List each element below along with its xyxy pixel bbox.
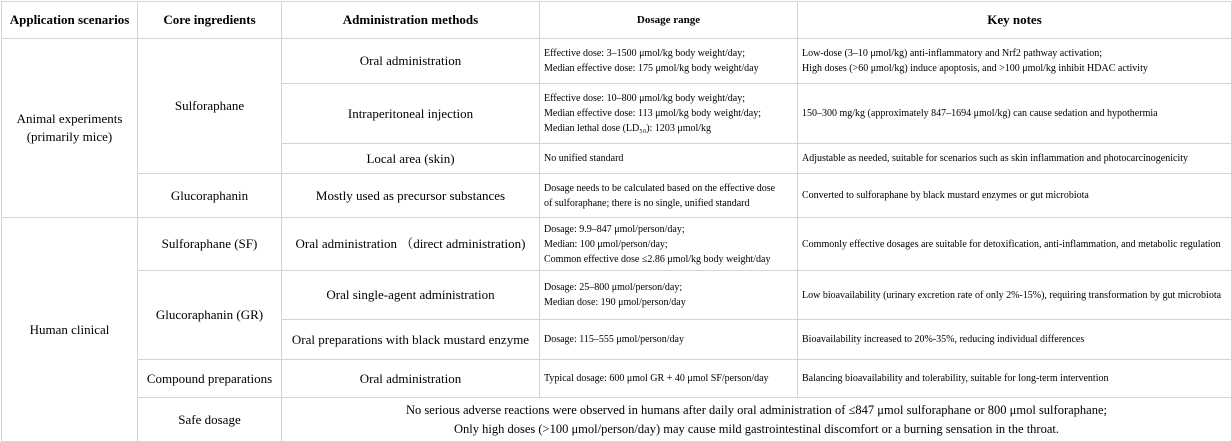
table-row xyxy=(2,398,1232,442)
scenario-animal xyxy=(2,39,138,218)
dosage-line: Median effective dose: 113 μmol/kg body weight/day; xyxy=(544,108,761,119)
header-core-ingredients: Core ingredients xyxy=(138,2,282,39)
dosage-cell: Dosage: 115–555 μmol/person/day xyxy=(540,320,798,360)
scenario-animal-line: (primarily mice) xyxy=(26,129,113,144)
dosage-table xyxy=(1,1,1232,442)
safe-dosage-line: No serious adverse reactions were observed in humans after daily oral administration of ≤847 μmol sulforaphane or 800 μmol sulforaphane; xyxy=(406,402,1107,417)
dosage-cell xyxy=(540,84,798,144)
method-cell: Oral administration xyxy=(282,360,540,398)
header-dosage-range: Dosage range xyxy=(540,2,798,39)
notes-cell: Converted to sulforaphane by black mustard enzymes or gut microbiota xyxy=(798,174,1232,218)
safe-dosage-line: Only high doses (>100 μmol/person/day) may cause mild gastrointestinal discomfort or a burning sensation in the throat. xyxy=(454,421,1059,436)
dosage-cell xyxy=(540,218,798,271)
notes-cell xyxy=(798,39,1232,84)
notes-cell: Bioavailability increased to 20%-35%, reducing individual differences xyxy=(798,320,1232,360)
dosage-line: Median effective dose: 175 μmol/kg body weight/day xyxy=(544,63,759,74)
method-cell: Oral preparations with black mustard enzyme xyxy=(282,320,540,360)
dosage-cell xyxy=(540,39,798,84)
ingredient-glucoraphanin-gr: Glucoraphanin (GR) xyxy=(138,271,282,360)
method-cell: Oral single-agent administration xyxy=(282,271,540,320)
method-cell: Oral administration （direct administration) xyxy=(282,218,540,271)
dosage-line: Effective dose: 3–1500 μmol/kg body weight/day; xyxy=(544,48,745,59)
safe-dosage-text xyxy=(282,398,1232,442)
notes-cell: Commonly effective dosages are suitable for detoxification, anti-inflammation, and metabolic regulation xyxy=(798,218,1232,271)
dosage-line: of sulforaphane; there is no single, unified standard xyxy=(544,197,750,209)
method-cell: Local area (skin) xyxy=(282,144,540,174)
method-cell: Intraperitoneal injection xyxy=(282,84,540,144)
dosage-line: Median: 100 μmol/person/day; xyxy=(544,238,668,250)
ingredient-compound-preparations: Compound preparations xyxy=(138,360,282,398)
dosage-line: Median dose: 190 μmol/person/day xyxy=(544,297,686,308)
ingredient-sulforaphane: Sulforaphane xyxy=(138,39,282,174)
header-row xyxy=(2,2,1232,39)
dosage-cell xyxy=(540,174,798,218)
dosage-line: Dosage needs to be calculated based on the effective dose xyxy=(544,182,776,194)
scenario-animal-line: Animal experiments xyxy=(16,111,123,126)
notes-cell: Balancing bioavailability and tolerability, suitable for long-term intervention xyxy=(798,360,1232,398)
dosage-line: Dosage: 25–800 μmol/person/day; xyxy=(544,282,683,293)
dosage-line: Common effective dose ≤2.86 μmol/kg body weight/day xyxy=(544,253,771,265)
dosage-line: Dosage: 9.9–847 μmol/person/day; xyxy=(544,223,685,235)
table-row xyxy=(2,271,1232,320)
dosage-cell: Typical dosage: 600 μmol GR + 40 μmol SF/person/day xyxy=(540,360,798,398)
table-row xyxy=(2,360,1232,398)
notes-cell: Adjustable as needed, suitable for scenarios such as skin inflammation and photocarcinogenicity xyxy=(798,144,1232,174)
dosage-cell: No unified standard xyxy=(540,144,798,174)
notes-line: Low-dose (3–10 μmol/kg) anti-inflammatory and Nrf2 pathway activation; xyxy=(802,48,1103,59)
header-administration-methods: Administration methods xyxy=(282,2,540,39)
ingredient-glucoraphanin: Glucoraphanin xyxy=(138,174,282,218)
ingredient-safe-dosage: Safe dosage xyxy=(138,398,282,442)
method-cell: Mostly used as precursor substances xyxy=(282,174,540,218)
notes-cell: 150–300 mg/kg (approximately 847–1694 μmol/kg) can cause sedation and hypothermia xyxy=(798,84,1232,144)
header-key-notes: Key notes xyxy=(798,2,1232,39)
notes-cell: Low bioavailability (urinary excretion rate of only 2%-15%), requiring transformation by gut microbiota xyxy=(798,271,1232,320)
table-row xyxy=(2,218,1232,271)
scenario-human: Human clinical xyxy=(2,218,138,442)
ingredient-sulforaphane-sf: Sulforaphane (SF) xyxy=(138,218,282,271)
dosage-cell xyxy=(540,271,798,320)
table-row xyxy=(2,174,1232,218)
notes-line: High doses (>60 μmol/kg) induce apoptosis, and >100 μmol/kg inhibit HDAC activity xyxy=(802,63,1148,74)
dosage-line: Median lethal dose (LD₅₀): 1203 μmol/kg xyxy=(544,123,712,134)
table-row xyxy=(2,39,1232,84)
method-cell: Oral administration xyxy=(282,39,540,84)
dosage-line: Effective dose: 10–800 μmol/kg body weight/day; xyxy=(544,93,745,104)
header-application-scenarios: Application scenarios xyxy=(2,2,138,39)
